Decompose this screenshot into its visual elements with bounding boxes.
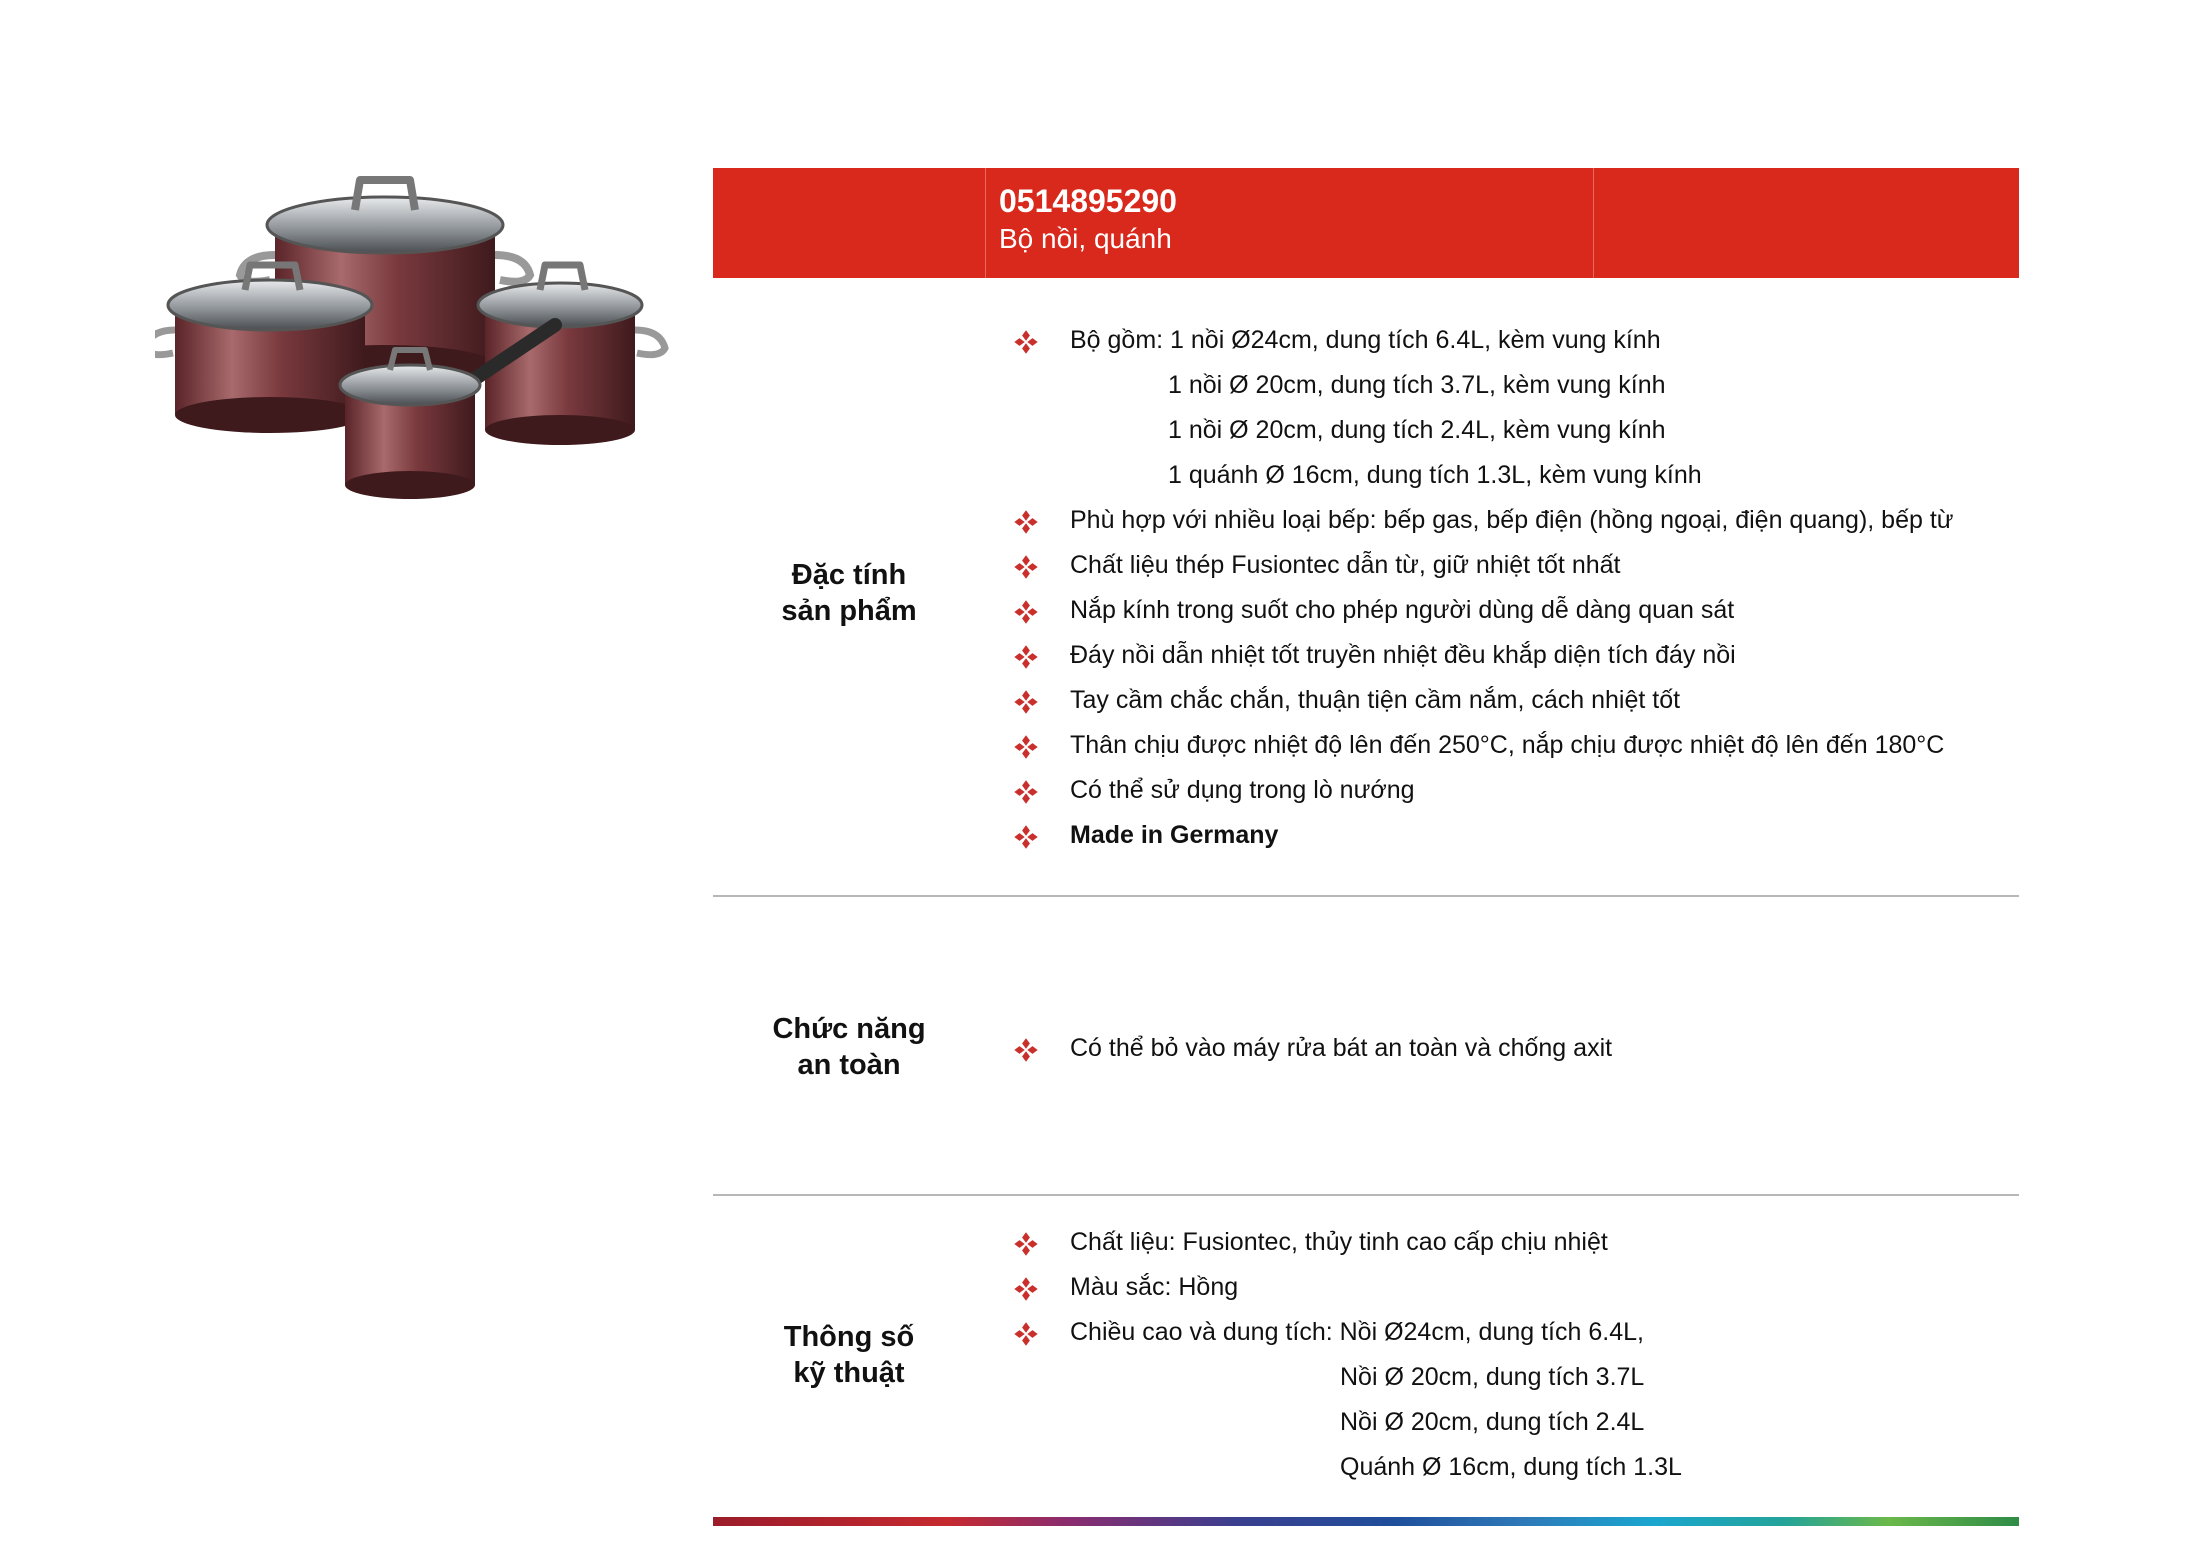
safety-item: Có thể bỏ vào máy rửa bát an toàn và chống axit — [1070, 1034, 1613, 1062]
diamond-bullet-icon — [1013, 824, 1039, 850]
diamond-bullet-icon — [1013, 329, 1039, 355]
feature-item: Tay cầm chắc chắn, thuận tiện cầm nắm, cách nhiệt tốt — [1070, 686, 1681, 714]
section-divider — [713, 1194, 2019, 1196]
diamond-bullet-icon — [1013, 644, 1039, 670]
feature-item-sub: 1 nồi Ø 20cm, dung tích 2.4L, kèm vung kính — [1168, 416, 1666, 444]
diamond-bullet-icon — [1013, 1231, 1039, 1257]
section-label-specs: Thông số kỹ thuật — [783, 1321, 915, 1389]
section-divider — [713, 895, 2019, 897]
spec-item: Chiều cao và dung tích: Nồi Ø24cm, dung tích 6.4L, — [1070, 1318, 1644, 1346]
spec-item: Chất liệu: Fusiontec, thủy tinh cao cấp chịu nhiệt — [1070, 1228, 1608, 1256]
section-label-features: Đặc tính sản phẩm — [781, 559, 917, 627]
spec-item: Màu sắc: Hồng — [1070, 1273, 1239, 1301]
feature-item-sub: 1 nồi Ø 20cm, dung tích 3.7L, kèm vung kính — [1168, 371, 1666, 399]
spec-item-sub: Nồi Ø 20cm, dung tích 3.7L — [1340, 1363, 1645, 1391]
product-header — [713, 168, 2019, 278]
diamond-bullet-icon — [1013, 689, 1039, 715]
feature-item: Thân chịu được nhiệt độ lên đến 250°C, nắp chịu được nhiệt độ lên đến 180°C — [1070, 731, 1945, 759]
spec-item-sub: Quánh Ø 16cm, dung tích 1.3L — [1340, 1453, 1682, 1481]
diamond-bullet-icon — [1013, 1321, 1039, 1347]
stock-pot-left — [155, 265, 372, 433]
feature-item: Chất liệu thép Fusiontec dẫn từ, giữ nhiệt tốt nhất — [1070, 551, 1621, 579]
diamond-bullet-icon — [1013, 779, 1039, 805]
header-divider — [1593, 168, 1594, 278]
diamond-bullet-icon — [1013, 1276, 1039, 1302]
diamond-bullet-icon — [1013, 599, 1039, 625]
feature-item-sub: 1 quánh Ø 16cm, dung tích 1.3L, kèm vung kính — [1168, 461, 1702, 489]
spec-item-sub: Nồi Ø 20cm, dung tích 2.4L — [1340, 1408, 1645, 1436]
diamond-bullet-icon — [1013, 734, 1039, 760]
feature-item: Đáy nồi dẫn nhiệt tốt truyền nhiệt đều khắp diện tích đáy nồi — [1070, 641, 1736, 669]
header-divider — [985, 168, 986, 278]
section-label-safety: Chức năng an toàn — [772, 1013, 926, 1081]
product-image — [155, 165, 685, 515]
diamond-bullet-icon — [1013, 1037, 1039, 1063]
feature-item: Nắp kính trong suốt cho phép người dùng dễ dàng quan sát — [1070, 596, 1735, 624]
feature-item: Có thể sử dụng trong lò nướng — [1070, 776, 1415, 804]
feature-item: Bộ gồm: 1 nồi Ø24cm, dung tích 6.4L, kèm vung kính — [1070, 326, 1661, 354]
product-code: 0514895290 — [999, 183, 1177, 219]
feature-item: Phù hợp với nhiều loại bếp: bếp gas, bếp điện (hồng ngoại, điện quang), bếp từ — [1070, 506, 1954, 534]
diamond-bullet-icon — [1013, 554, 1039, 580]
brand-color-bar — [713, 1517, 2019, 1526]
diamond-bullet-icon — [1013, 509, 1039, 535]
feature-item-origin: Made in Germany — [1070, 821, 1279, 849]
product-name: Bộ nồi, quánh — [999, 223, 1172, 254]
